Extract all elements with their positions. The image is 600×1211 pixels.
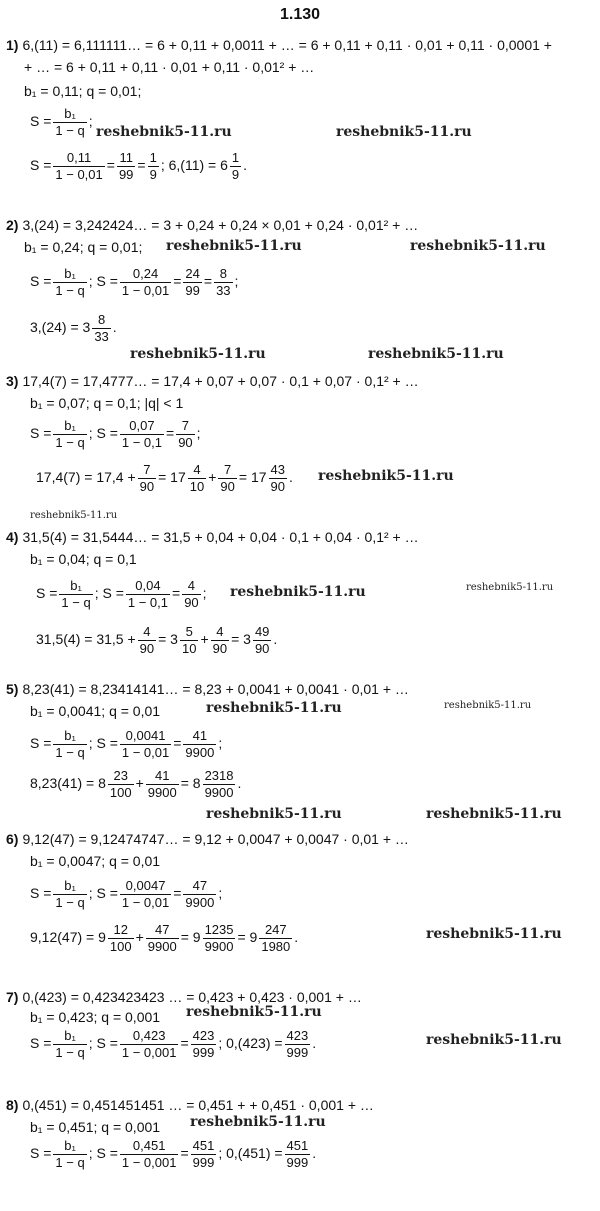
item-3-line-2: b₁ = 0,07; q = 0,1; |q| < 1 [30,395,184,411]
item-5-formula: S = $\frac{\text{b₁}}{1 - q}$ ; S = $\frac{0,0041}{1 - 0,01}$ = $\frac{41}{9900}$ ; [30,728,223,760]
item-3-line-1: 3) 17,4(7) = 17,4777… = 17,4 + 0,07 + 0,07 · 0,1 + 0,07 · 0,1² + … [6,373,419,389]
item-6-result: 9,12(47) = 9 $\frac{12}{100}$ + $\frac{47}{9900}$ = 9 $\frac{1235}{9900}$ = 9 $\frac{247}{1980}$ . [30,922,299,954]
watermark: reshebnik5-11.ru [426,1032,562,1048]
page-title: 1.130 [279,6,321,23]
item-1-line-3: b₁ = 0,11; q = 0,01; [24,83,142,99]
item-3-formula: S = $\frac{\text{b₁}}{1 - q}$ ; S = $\frac{0,07}{1 - 0,1}$ = $\frac{7}{90}$ ; [30,418,201,450]
item-8-line-2: b₁ = 0,451; q = 0,001 [30,1119,161,1135]
item-2-line-2: b₁ = 0,24; q = 0,01; [24,239,143,255]
watermark: reshebnik5-11.ru [466,582,554,593]
item-5-line-1: 5) 8,23(41) = 8,23414141… = 8,23 + 0,0041 + 0,0041 · 0,01 + … [6,681,409,697]
item-4-line-2: b₁ = 0,04; q = 0,1 [30,551,137,567]
watermark: reshebnik5-11.ru [186,1004,322,1020]
watermark: reshebnik5-11.ru [166,238,302,254]
item-5-result: 8,23(41) = 8 $\frac{23}{100}$ + $\frac{41}{9900}$ = 8 $\frac{2318}{9900}$ . [30,768,242,800]
item-1-formula: S = $\frac{\text{b₁}}{1 - q}$ ; [30,106,93,138]
item-4-line-1: 4) 31,5(4) = 31,5444… = 31,5 + 0,04 + 0,04 · 0,1 + 0,04 · 0,1² + … [6,529,419,545]
item-7-line-2: b₁ = 0,423; q = 0,001 [30,1009,161,1025]
watermark: reshebnik5-11.ru [426,926,562,942]
watermark: reshebnik5-11.ru [426,806,562,822]
item-6-line-2: b₁ = 0,0047; q = 0,01 [30,853,161,869]
item-2-line-1: 2) 3,(24) = 3,242424… = 3 + 0,24 + 0,24 × 0,01 + 0,24 · 0,01² + … [6,217,419,233]
watermark: reshebnik5-11.ru [130,346,266,362]
watermark: reshebnik5-11.ru [190,1114,326,1130]
watermark: reshebnik5-11.ru [230,584,366,600]
item-3-result: 17,4(7) = 17,4 + $\frac{7}{90}$ = 17 $\frac{4}{10}$ + $\frac{7}{90}$ = 17 $\frac{43}{90}$ . [36,462,293,494]
watermark: reshebnik5-11.ru [206,700,342,716]
watermark: reshebnik5-11.ru [444,700,532,711]
item-1-line-2: + … = 6 + 0,11 + 0,11 · 0,01 + 0,11 · 0,01² + … [24,59,315,75]
watermark: reshebnik5-11.ru [30,510,118,521]
watermark: reshebnik5-11.ru [336,124,472,140]
item-5-line-2: b₁ = 0,0041; q = 0,01 [30,703,161,719]
item-7-formula: S = $\frac{\text{b₁}}{1 - q}$ ; S = $\frac{0,423}{1 - 0,001}$ = $\frac{423}{999}$ ; 0,(423) = $\frac{423}{999}$ . [30,1028,317,1060]
item-7-line-1: 7) 0,(423) = 0,423423423 … = 0,423 + 0,423 · 0,001 + … [6,989,362,1005]
watermark: reshebnik5-11.ru [318,468,454,484]
watermark: reshebnik5-11.ru [368,346,504,362]
item-6-line-1: 6) 9,12(47) = 9,12474747… = 9,12 + 0,0047 + 0,0047 · 0,01 + … [6,831,409,847]
item-2-result: 3,(24) = 3 $\frac{8}{33}$ . [30,312,117,344]
watermark: reshebnik5-11.ru [410,238,546,254]
watermark: reshebnik5-11.ru [96,124,232,140]
watermark: reshebnik5-11.ru [206,806,342,822]
item-1-line-1: 1) 6,(11) = 6,111111… = 6 + 0,11 + 0,0011 + … = 6 + 0,11 + 0,11 · 0,01 + 0,11 · 0,0001 + [6,37,552,53]
item-4-result: 31,5(4) = 31,5 + $\frac{4}{90}$ = 3 $\frac{5}{10}$ + $\frac{4}{90}$ = 3 $\frac{49}{90}$ . [36,624,278,656]
item-8-line-1: 8) 0,(451) = 0,451451451 … = 0,451 + + 0,451 · 0,001 + … [6,1097,374,1113]
item-4-formula: S = $\frac{\text{b₁}}{1 - q}$ ; S = $\frac{0,04}{1 - 0,1}$ = $\frac{4}{90}$ ; [36,578,207,610]
item-2-formula: S = $\frac{\text{b₁}}{1 - q}$ ; S = $\frac{0,24}{1 - 0,01}$ = $\frac{24}{99}$ = $\frac{8}{33}$ ; [30,266,239,298]
item-6-formula: S = $\frac{\text{b₁}}{1 - q}$ ; S = $\frac{0,0047}{1 - 0,01}$ = $\frac{47}{9900}$ ; [30,878,223,910]
item-8-formula: S = $\frac{\text{b₁}}{1 - q}$ ; S = $\frac{0,451}{1 - 0,001}$ = $\frac{451}{999}$ ; 0,(451) = $\frac{451}{999}$ . [30,1138,317,1170]
item-1-result: S = $\frac{0,11}{1 - 0,01}$ = $\frac{11}{99}$ = $\frac{1}{9}$ ; 6,(11) = 6 $\frac{1}{9}$ . [30,150,248,182]
item-1-label: 1) [6,37,19,53]
